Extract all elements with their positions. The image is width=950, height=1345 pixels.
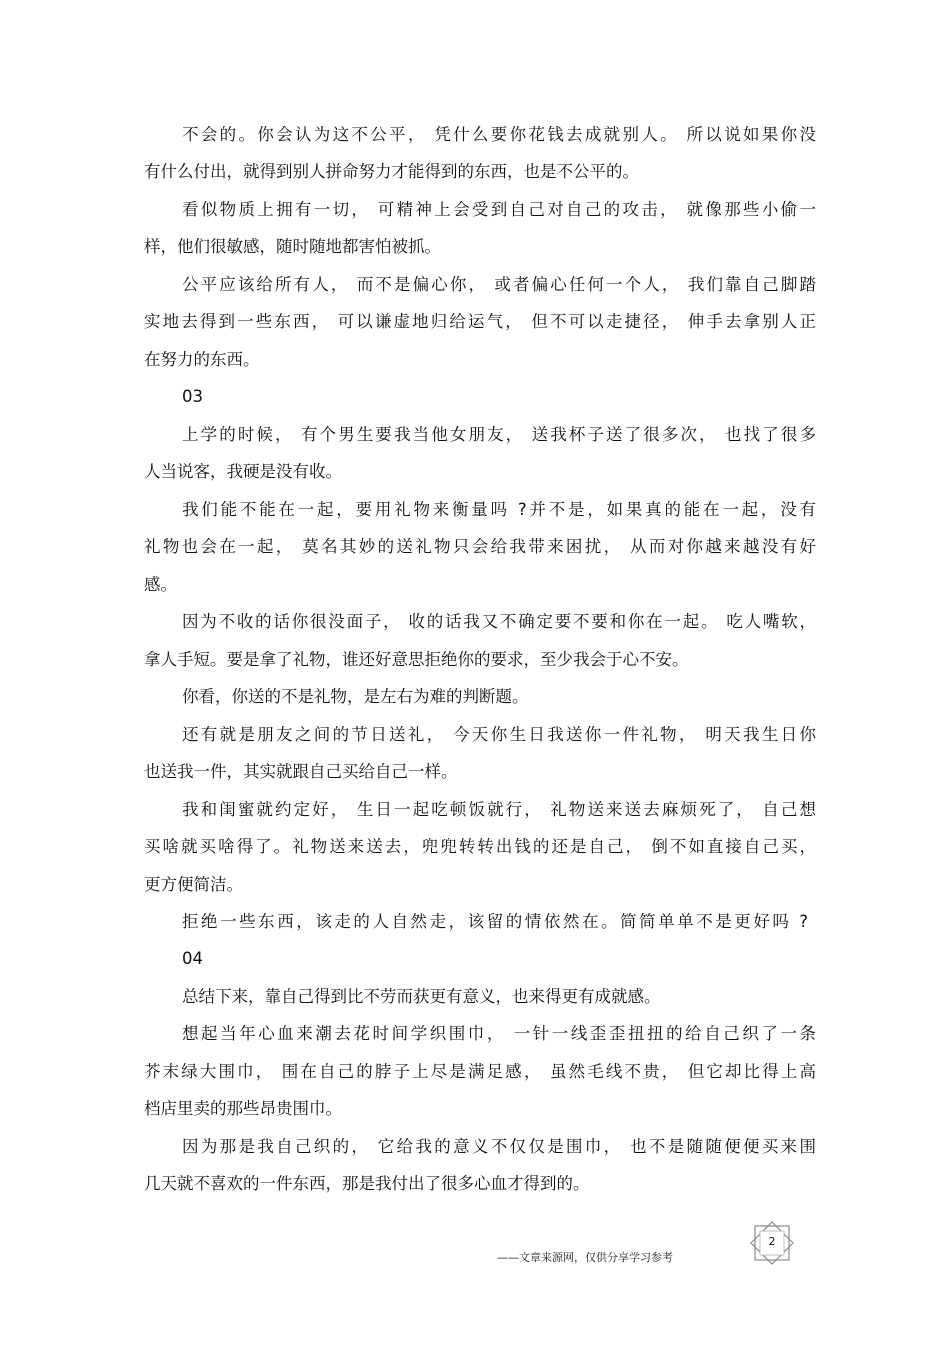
source-note: ——文章来源网，仅供分享学习参考 xyxy=(497,1251,673,1264)
body-line: 公平应该给所有人， 而不是偏心你， 或者偏心任何一个人， 我们靠自己脚踏 xyxy=(182,275,816,294)
body-line: 在努力的东西。 xyxy=(144,350,260,369)
body-line: 我们能不能在一起，要用礼物来衡量吗 ?并不是，如果真的能在一起，没有 xyxy=(182,500,816,519)
body-line: 更方便简洁。 xyxy=(144,875,243,894)
body-line: 几天就不喜欢的一件东西，那是我付出了很多心血才得到的。 xyxy=(144,1174,590,1193)
section-number: 03 xyxy=(182,387,203,406)
body-line: 感。 xyxy=(144,575,177,594)
body-line: 总结下来，靠自己得到比不劳而获更有意义，也来得更有成就感。 xyxy=(182,987,661,1006)
body-line: 因为不收的话你很没面子， 收的话我又不确定要不要和你在一起。 吃人嘴软， xyxy=(182,612,816,631)
page-number: 2 xyxy=(768,1235,776,1248)
body-line: 拿人手短。要是拿了礼物，谁还好意思拒绝你的要求，至少我会于心不安。 xyxy=(144,650,689,669)
body-line: 想起当年心血来潮去花时间学织围巾， 一针一线歪歪扭扭的给自己织了一条 xyxy=(182,1024,816,1043)
body-line: 实地去得到一些东西， 可以谦虚地归给运气， 但不可以走捷径， 伸手去拿别人正 xyxy=(144,312,816,331)
body-line: 档店里卖的那些昂贵围巾。 xyxy=(144,1099,342,1118)
body-line: 礼物也会在一起， 莫名其妙的送礼物只会给我带来困扰， 从而对你越来越没有好 xyxy=(144,537,816,556)
section-number: 04 xyxy=(182,949,203,968)
body-line: 你看，你送的不是礼物，是左右为难的判断题。 xyxy=(182,687,529,706)
body-line: 样，他们很敏感，随时随地都害怕被抓。 xyxy=(144,237,441,256)
body-line: 人当说客，我硬是没有收。 xyxy=(144,462,342,481)
body-line: 我和闺蜜就约定好， 生日一起吃顿饭就行， 礼物送来送去麻烦死了， 自己想 xyxy=(182,800,816,819)
body-line: 拒绝一些东西，该走的人自然走，该留的情依然在。简简单单不是更好吗 ? xyxy=(182,912,808,931)
body-line: 芥末绿大围巾， 围在自己的脖子上尽是满足感， 虽然毛线不贵， 但它却比得上高 xyxy=(144,1062,816,1081)
body-line: 因为那是我自己织的， 它给我的意义不仅仅是围巾， 也不是随随便便买来围 xyxy=(182,1137,816,1156)
body-line: 还有就是朋友之间的节日送礼， 今天你生日我送你一件礼物， 明天我生日你 xyxy=(182,725,816,744)
body-line: 买啥就买啥得了。礼物送来送去，兜兜转转出钱的还是自己， 倒不如直接自己买， xyxy=(144,837,816,856)
body-line: 也送我一件，其实就跟自己买给自己一样。 xyxy=(144,762,458,781)
body-line: 不会的。你会认为这不公平， 凭什么要你花钱去成就别人。 所以说如果你没 xyxy=(182,125,816,144)
page-number-badge xyxy=(748,1221,796,1265)
body-line: 上学的时候， 有个男生要我当他女朋友， 送我杯子送了很多次， 也找了很多 xyxy=(182,425,816,444)
body-line: 有什么付出，就得到别人拼命努力才能得到的东西，也是不公平的。 xyxy=(144,162,639,181)
body-line: 看似物质上拥有一切， 可精神上会受到自己对自己的攻击， 就像那些小偷一 xyxy=(182,200,816,219)
